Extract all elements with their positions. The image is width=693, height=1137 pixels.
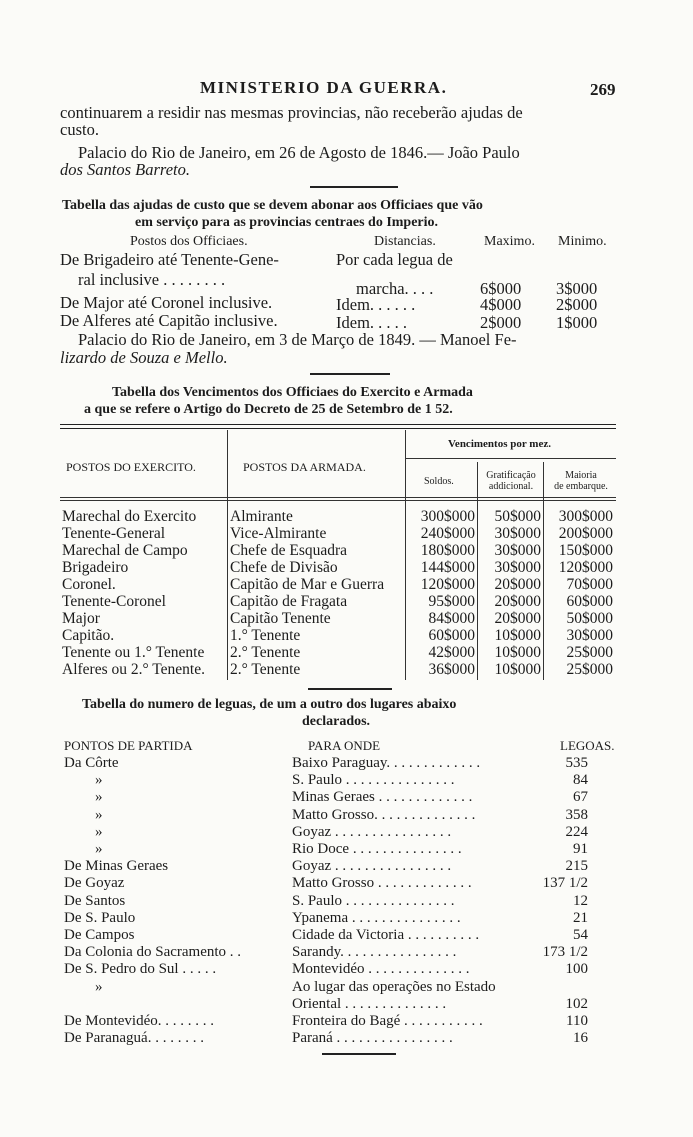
ajudas-sign-line-1: Palacio do Rio de Janeiro, em 3 de Março de 1849. — Manoel Fe- [78, 330, 517, 349]
vencimentos-cell-exercito: Tenente-General [62, 525, 166, 542]
vencimentos-cell-armada: 2.° Tenente [230, 661, 301, 678]
vencimentos-cell-gratificacao: 20$000 [494, 576, 541, 593]
vencimentos-cell-soldo: 300$000 [420, 508, 475, 525]
leguas-cell-leguas: 173 1/2 [542, 944, 588, 961]
leguas-cell-destino: Matto Grosso. . . . . . . . . . . . . . [292, 806, 476, 823]
vencimentos-cell-gratificacao: 20$000 [494, 610, 541, 627]
vencimentos-cell-exercito: Capitão. [62, 627, 115, 644]
page-header-title: MINISTERIO DA GUERRA. [200, 78, 448, 97]
leguas-caption-line-2: declarados. [302, 714, 371, 729]
column-divider [405, 430, 406, 680]
leguas-cell-leguas: 54 [573, 927, 588, 943]
ajudas-caption-line-2: em serviço para as provincias centraes do Imperio. [135, 215, 439, 230]
vencimentos-header-grat-b: addicional. [488, 481, 534, 492]
leguas-cell-destino: Minas Geraes . . . . . . . . . . . . . [292, 789, 473, 806]
leguas-cell-partida: De S. Paulo [64, 909, 136, 926]
vencimentos-cell-exercito: Brigadeiro [62, 559, 129, 576]
vencimentos-cell-soldo: 36$000 [428, 661, 475, 678]
leguas-cell-partida: De Campos [64, 927, 135, 943]
column-divider [543, 462, 544, 680]
vencimentos-cell-maioria: 150$000 [558, 542, 613, 559]
leguas-cell-destino: S. Paulo . . . . . . . . . . . . . . . [292, 892, 455, 909]
vencimentos-header-maior-a: Maioria [565, 470, 597, 481]
vencimentos-header-exercito: POSTOS DO EXERCITO. [66, 460, 196, 474]
vencimentos-cell-exercito: Coronel. [62, 576, 116, 593]
vencimentos-cell-exercito: Marechal do Exercito [62, 508, 197, 525]
vencimentos-cell-soldo: 180$000 [420, 542, 475, 559]
leguas-header-onde: PARA ONDE [308, 738, 381, 753]
ajudas-row-2-posto: De Major até Coronel inclusive. [60, 293, 273, 312]
vencimentos-cell-gratificacao: 30$000 [494, 542, 541, 559]
table-top-rule [60, 428, 616, 429]
leguas-cell-partida: De Minas Geraes [64, 858, 169, 875]
ajudas-row-2-minimo: 2$000 [556, 295, 598, 314]
vencimentos-cell-maioria: 120$000 [558, 559, 613, 576]
vencimentos-cell-soldo: 144$000 [420, 559, 475, 576]
vencimentos-header-soldos: Soldos. [424, 476, 454, 487]
vencimentos-cell-armada: Capitão de Mar e Guerra [230, 576, 385, 593]
ajudas-row-1-dist-b: marcha. . . . [356, 279, 434, 298]
vencimentos-header-maior-b: de embarque. [554, 481, 608, 492]
column-divider [477, 462, 478, 680]
vencimentos-cell-gratificacao: 10$000 [494, 627, 541, 644]
vencimentos-cell-exercito: Alferes ou 2.° Tenente. [62, 661, 205, 678]
ajudas-row-1-posto-a: De Brigadeiro até Tenente-Gene- [60, 250, 279, 269]
section-divider [322, 1053, 396, 1055]
leguas-cell-destino: Paraná . . . . . . . . . . . . . . . . [292, 1030, 453, 1047]
ajudas-header-minimo: Minimo. [558, 234, 607, 249]
leguas-cell-destino: Baixo Paraguay. . . . . . . . . . . . . [292, 755, 481, 771]
leguas-cell-destino: Fronteira do Bagé . . . . . . . . . . . [292, 1013, 483, 1029]
vencimentos-caption-line-2: a que se refere o Artigo do Decreto de 25 de Setembro de 1 52. [84, 402, 453, 417]
leguas-cell-partida: » [95, 789, 103, 806]
leguas-cell-destino: Sarandy. . . . . . . . . . . . . . . . [292, 944, 457, 961]
leguas-header-partida: PONTOS DE PARTIDA [64, 738, 193, 753]
leguas-cell-destino: Montevidéo . . . . . . . . . . . . . . [292, 961, 470, 978]
vencimentos-cell-soldo: 42$000 [428, 644, 475, 661]
vencimentos-header-group: Vencimentos por mez. [448, 438, 551, 450]
ajudas-header-postos: Postos dos Officiaes. [130, 234, 248, 249]
header-bottom-rule [60, 497, 616, 498]
vencimentos-cell-maioria: 25$000 [566, 661, 613, 678]
vencimentos-cell-maioria: 200$000 [558, 525, 613, 542]
leguas-cell-leguas: 12 [573, 892, 588, 909]
intro-line-1: continuarem a residir nas mesmas provincias, não receberão ajudas de [60, 103, 523, 122]
leguas-cell-partida: Da Colonia do Sacramento . . [64, 944, 242, 961]
vencimentos-cell-exercito: Tenente ou 1.° Tenente [62, 644, 205, 661]
vencimentos-cell-gratificacao: 10$000 [494, 661, 541, 678]
table-top-rule [60, 424, 616, 425]
leguas-cell-leguas: 84 [573, 772, 588, 789]
leguas-cell-leguas: 67 [573, 789, 588, 806]
ajudas-header-maximo: Maximo. [484, 234, 535, 249]
vencimentos-cell-armada: Vice-Almirante [230, 525, 327, 542]
ajudas-row-1-posto-b: ral inclusive . . . . . . . . [78, 270, 226, 289]
leguas-cell-partida: Da Côrte [64, 755, 119, 771]
vencimentos-cell-soldo: 84$000 [428, 610, 475, 627]
ajudas-caption-line-1: Tabella das ajudas de custo que se devem abonar aos Officiaes que vão [62, 198, 483, 213]
vencimentos-cell-soldo: 60$000 [428, 627, 475, 644]
vencimentos-caption-line-1: Tabella dos Vencimentos dos Officiaes do Exercito e Armada [112, 385, 473, 400]
leguas-cell-leguas: 91 [573, 841, 588, 857]
leguas-cell-destino: Matto Grosso . . . . . . . . . . . . . [292, 875, 472, 892]
leguas-cell-leguas: 21 [573, 909, 588, 926]
ajudas-row-1-minimo: 3$000 [556, 279, 598, 298]
leguas-cell-leguas: 137 1/2 [542, 875, 588, 892]
vencimentos-cell-maioria: 30$000 [566, 627, 613, 644]
vencimentos-cell-armada: Capitão de Fragata [230, 593, 348, 610]
leguas-cell-partida: De Santos [64, 892, 126, 909]
vencimentos-cell-gratificacao: 20$000 [494, 593, 541, 610]
vencimentos-cell-armada: 2.° Tenente [230, 644, 301, 661]
group-header-rule [405, 458, 616, 459]
page-number: 269 [590, 80, 616, 99]
leguas-cell-leguas: 535 [565, 755, 588, 771]
leguas-cell-destino: Goyaz . . . . . . . . . . . . . . . . [292, 823, 452, 840]
vencimentos-cell-maioria: 25$000 [566, 644, 613, 661]
leguas-header-leguas: LEGOAS. [560, 738, 615, 753]
leguas-cell-partida: De S. Pedro do Sul . . . . . [64, 961, 217, 978]
vencimentos-cell-exercito: Major [62, 610, 100, 627]
leguas-cell-destino: Ypanema . . . . . . . . . . . . . . . [292, 909, 461, 926]
vencimentos-cell-armada: Capitão Tenente [230, 610, 331, 627]
vencimentos-cell-maioria: 300$000 [558, 508, 613, 525]
leguas-cell-partida: » [95, 806, 103, 823]
vencimentos-header-grat-a: Gratificação [486, 470, 536, 481]
vencimentos-cell-soldo: 240$000 [420, 525, 475, 542]
leguas-cell-leguas: 358 [565, 806, 588, 823]
header-bottom-rule [60, 500, 616, 501]
vencimentos-header-armada: POSTOS DA ARMADA. [243, 460, 366, 474]
vencimentos-cell-soldo: 120$000 [420, 576, 475, 593]
section-divider [310, 373, 390, 375]
vencimentos-cell-maioria: 60$000 [566, 593, 613, 610]
section-divider [310, 186, 398, 188]
leguas-cell-destino: Cidade da Victoria . . . . . . . . . . [292, 927, 480, 943]
leguas-cell-partida: De Paranaguá. . . . . . . . [64, 1030, 204, 1047]
ajudas-row-1-dist-a: Por cada legua de [336, 250, 453, 269]
leguas-cell-partida: » [95, 772, 103, 789]
vencimentos-cell-gratificacao: 50$000 [494, 508, 541, 525]
leguas-cell-partida: » [95, 823, 103, 840]
leguas-cell-destino: Oriental . . . . . . . . . . . . . . [292, 995, 447, 1012]
leguas-cell-leguas: 110 [566, 1013, 588, 1029]
vencimentos-cell-gratificacao: 30$000 [494, 559, 541, 576]
ajudas-sign-line-2: lizardo de Souza e Mello. [60, 348, 228, 367]
leguas-caption-line-1: Tabella do numero de leguas, de um a outro dos lugares abaixo [82, 697, 457, 712]
leguas-cell-destino: S. Paulo . . . . . . . . . . . . . . . [292, 772, 455, 789]
intro-signature: dos Santos Barreto. [60, 160, 191, 179]
ajudas-row-3-posto: De Alferes até Capitão inclusive. [60, 311, 278, 330]
intro-line-2: custo. [60, 120, 99, 139]
leguas-cell-leguas: 100 [565, 961, 588, 978]
vencimentos-cell-gratificacao: 30$000 [494, 525, 541, 542]
ajudas-row-3-dist: Idem. . . . . [336, 313, 408, 332]
vencimentos-cell-gratificacao: 10$000 [494, 644, 541, 661]
vencimentos-cell-exercito: Marechal de Campo [62, 542, 188, 559]
ajudas-row-3-minimo: 1$000 [556, 313, 598, 332]
vencimentos-cell-armada: Chefe de Esquadra [230, 542, 348, 559]
vencimentos-cell-maioria: 70$000 [566, 576, 613, 593]
ajudas-row-2-dist: Idem. . . . . . [336, 295, 416, 314]
vencimentos-cell-armada: Chefe de Divisão [230, 559, 338, 576]
leguas-cell-leguas: 102 [565, 995, 588, 1012]
leguas-cell-leguas: 215 [565, 858, 588, 875]
leguas-cell-destino: Goyaz . . . . . . . . . . . . . . . . [292, 858, 452, 875]
leguas-cell-partida: » [95, 841, 103, 857]
leguas-cell-destino: Ao lugar das operações no Estado [292, 978, 496, 995]
vencimentos-cell-soldo: 95$000 [428, 593, 475, 610]
column-divider [227, 430, 228, 680]
vencimentos-cell-armada: 1.° Tenente [230, 627, 301, 644]
ajudas-row-2-maximo: 4$000 [480, 295, 522, 314]
leguas-cell-partida: » [95, 978, 103, 995]
leguas-cell-partida: De Montevidéo. . . . . . . . [64, 1013, 214, 1029]
leguas-cell-partida: De Goyaz [64, 875, 125, 892]
vencimentos-cell-exercito: Tenente-Coronel [62, 593, 166, 610]
leguas-cell-destino: Rio Doce . . . . . . . . . . . . . . . [292, 841, 462, 857]
section-divider [308, 688, 392, 690]
vencimentos-cell-maioria: 50$000 [566, 610, 613, 627]
leguas-cell-leguas: 224 [565, 823, 588, 840]
ajudas-row-1-maximo: 6$000 [480, 279, 522, 298]
leguas-cell-leguas: 16 [573, 1030, 588, 1047]
intro-line-3: Palacio do Rio de Janeiro, em 26 de Agosto de 1846.— João Paulo [78, 143, 520, 162]
ajudas-header-distancias: Distancias. [374, 234, 436, 249]
vencimentos-cell-armada: Almirante [230, 508, 293, 525]
ajudas-row-3-maximo: 2$000 [480, 313, 522, 332]
